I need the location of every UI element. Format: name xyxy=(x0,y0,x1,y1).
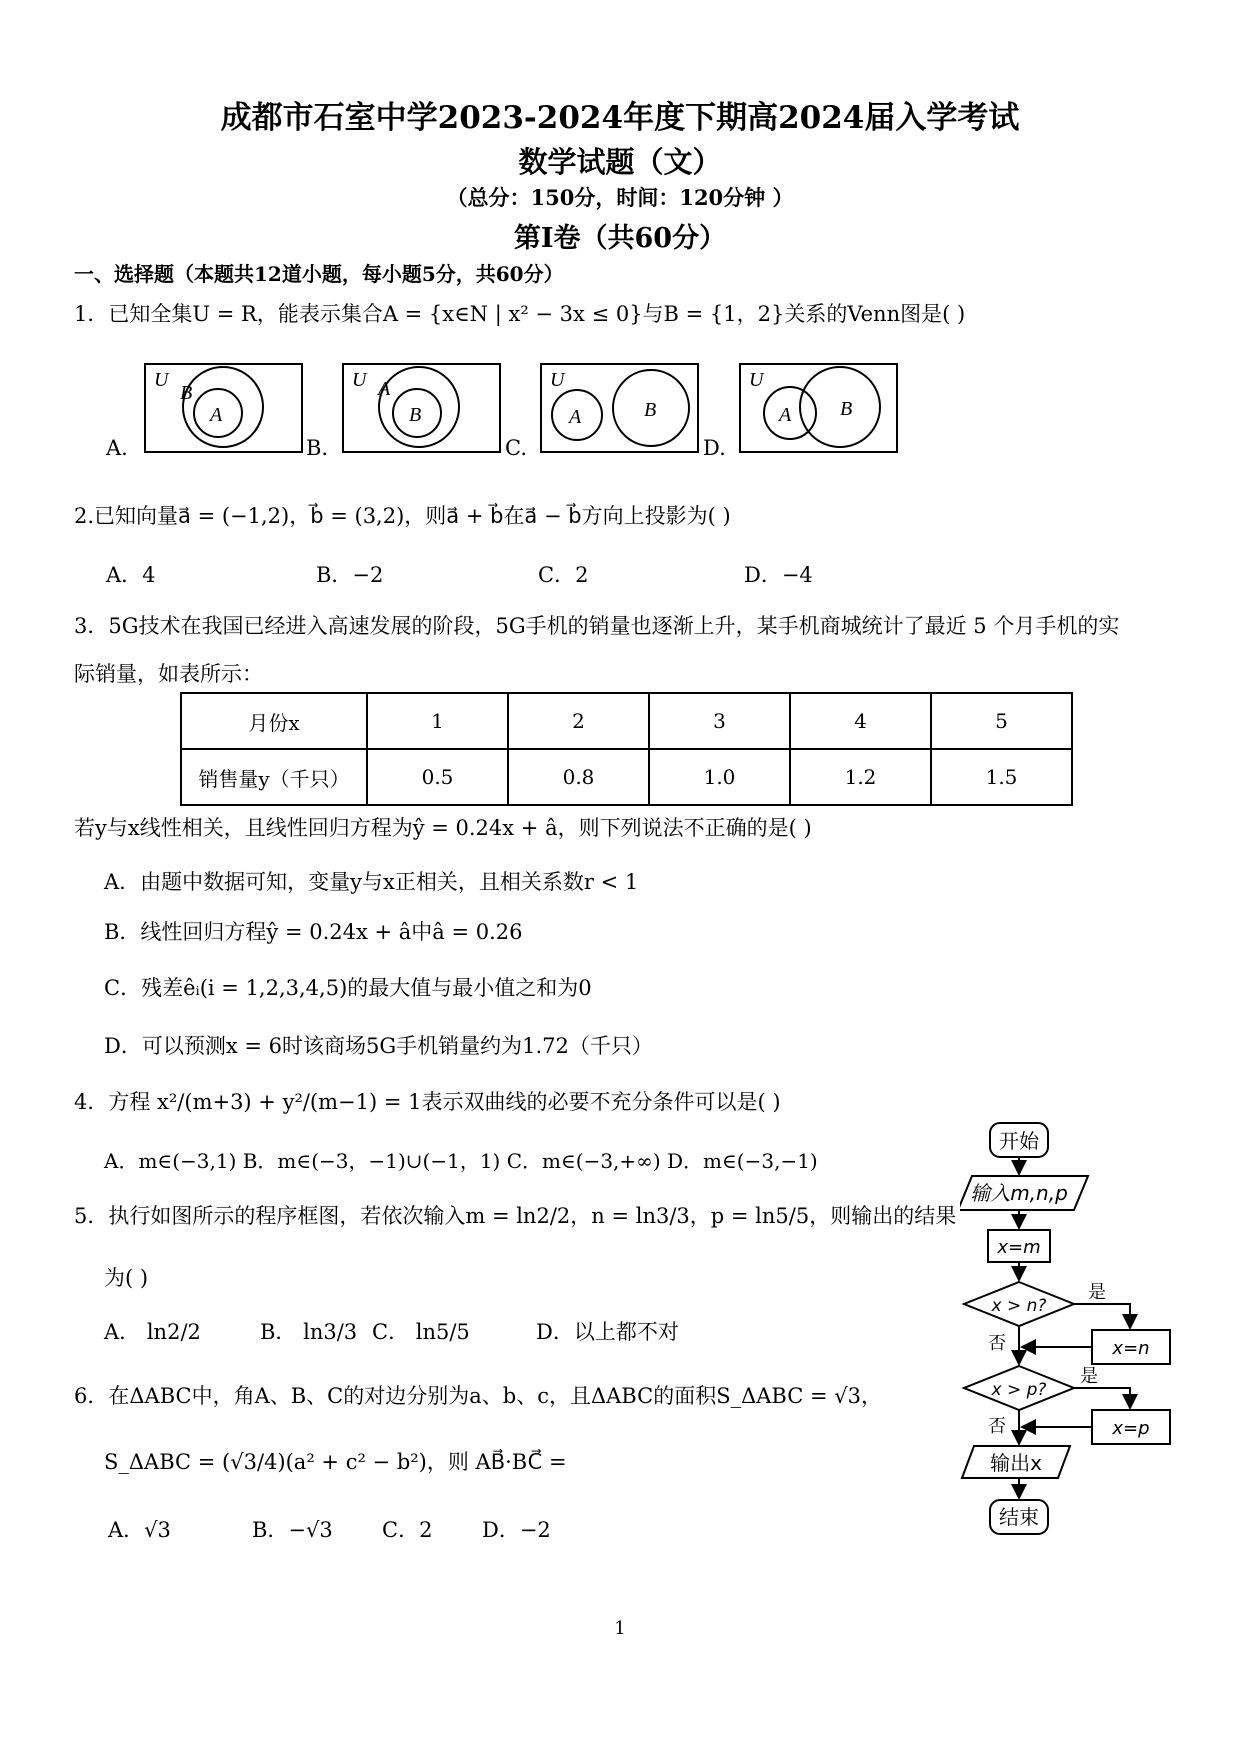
venn-label-u: U xyxy=(154,369,169,391)
q5-option-a: A． ln2/2 xyxy=(104,1320,201,1344)
q2-option-b: B．−2 xyxy=(316,563,384,587)
q1-stem: 1．已知全集U = R，能表示集合A = {x∈N | x² − 3x ≤ 0}与B = {1，2}关系的Venn图是( ) xyxy=(74,302,966,326)
svg-text:B: B xyxy=(644,399,657,421)
table-header-month: 月份x xyxy=(181,693,367,749)
q1-option-b: B. xyxy=(306,436,329,460)
q2-option-d: D．−4 xyxy=(744,563,813,587)
table-cell: 2 xyxy=(508,693,649,749)
flow-yes-label-2: 是 xyxy=(1080,1366,1098,1387)
page-number: 1 xyxy=(614,1618,626,1639)
exam-part: 第Ⅰ卷（共60分） xyxy=(513,223,727,254)
q6-option-d: D．−2 xyxy=(482,1518,551,1542)
flow-assign-n-label: x=n xyxy=(1112,1338,1150,1359)
q1-option-d: D. xyxy=(703,436,726,460)
table-cell: 5 xyxy=(931,693,1072,749)
flow-assign-p-label: x=p xyxy=(1112,1418,1150,1439)
table-row xyxy=(181,749,1072,805)
table-cell: 1.2 xyxy=(790,749,931,805)
flow-assign-m-label: x=m xyxy=(997,1237,1041,1258)
q2-stem: 2.已知向量a⃗ = (−1,2)，b⃗ = (3,2)，则a⃗ + b⃗在a⃗ − b⃗方向上投影为( ) xyxy=(74,504,731,528)
flow-cond2-label: x > p? xyxy=(991,1380,1047,1400)
table-cell: 1.5 xyxy=(931,749,1072,805)
svg-text:B: B xyxy=(409,404,422,426)
q3-stem-line2: 际销量，如表所示： xyxy=(74,662,263,686)
q3-option-b: B．线性回归方程ŷ = 0.24x + â中â = 0.26 xyxy=(104,920,523,944)
flow-output-label: 输出x xyxy=(990,1451,1042,1475)
q6-stem-2: S_ΔABC = (√3/4)(a² + c² − b²)，则 AB⃗·BC⃗ = xyxy=(104,1450,567,1474)
q2-option-c: C．2 xyxy=(538,563,589,587)
q1-option-c: C. xyxy=(505,436,527,460)
table-cell: 1.0 xyxy=(649,749,790,805)
exam-subject: 数学试题（文） xyxy=(518,145,722,179)
q5-option-b: B． ln3/3 xyxy=(260,1320,358,1344)
q4-options: A．m∈(−3,1) B．m∈(−3，−1)∪(−1，1) C．m∈(−3,+∞) D．m∈(−3,−1) xyxy=(104,1149,818,1173)
table-cell: 0.8 xyxy=(508,749,649,805)
venn-diagram-d xyxy=(739,363,899,455)
svg-text:A: A xyxy=(210,404,223,426)
q6-option-b: B．−√3 xyxy=(252,1518,333,1542)
q6-option-a: A．√3 xyxy=(108,1518,171,1542)
section-heading: 一、选择题（本题共12道小题，每小题5分，共60分） xyxy=(74,262,564,286)
q3-stem-line1: 3．5G技术在我国已经进入高速发展的阶段，5G手机的销量也逐渐上升，某手机商城统计了最近 5 个月手机的实 xyxy=(74,614,1120,638)
table-cell: 4 xyxy=(790,693,931,749)
table-cell: 0.5 xyxy=(367,749,508,805)
svg-text:A: A xyxy=(569,406,582,428)
q2-option-a: A．4 xyxy=(106,563,156,587)
flow-end-label: 结束 xyxy=(999,1505,1039,1529)
q5-stem: 5．执行如图所示的程序框图，若依次输入m = ln2/2，n = ln3/3，p = ln5/5，则输出的结果 xyxy=(74,1204,957,1228)
svg-text:U: U xyxy=(749,369,764,391)
svg-text:A: A xyxy=(378,378,391,400)
q5-option-c: C． ln5/5 xyxy=(372,1320,470,1344)
q1-option-a: A. xyxy=(106,436,128,460)
flow-input-label: 输入m,n,p xyxy=(970,1181,1068,1205)
flow-start-label: 开始 xyxy=(999,1129,1039,1153)
table-cell: 3 xyxy=(649,693,790,749)
q6-option-c: C．2 xyxy=(382,1518,433,1542)
svg-text:U: U xyxy=(352,369,367,391)
q3-option-d: D．可以预测x = 6时该商场5G手机销量约为1.72（千只） xyxy=(104,1034,653,1058)
program-flowchart xyxy=(960,1118,1180,1558)
q5-option-d: D．以上都不对 xyxy=(536,1320,679,1344)
table-header-sales: 销售量y（千只） xyxy=(181,749,367,805)
table-row xyxy=(181,693,1072,749)
flow-cond1-label: x > n? xyxy=(991,1296,1047,1316)
q3-option-c: C．残差êᵢ(i = 1,2,3,4,5)的最大值与最小值之和为0 xyxy=(104,976,592,1000)
q5-stem-2: 为( ) xyxy=(104,1266,149,1290)
venn-diagram-a xyxy=(144,363,304,455)
q3-condition: 若y与x线性相关，且线性回归方程为ŷ = 0.24x + â，则下列说法不正确的是( ) xyxy=(74,816,812,840)
table-cell: 1 xyxy=(367,693,508,749)
flow-no-label-1: 否 xyxy=(988,1333,1006,1354)
exam-info: （总分：150分，时间：120分钟 ） xyxy=(446,185,794,210)
flow-no-label-2: 否 xyxy=(988,1416,1006,1437)
q6-stem: 6．在ΔABC中，角A、B、C的对边分别为a、b、c，且ΔABC的面积S_ΔABC = √3， xyxy=(74,1384,882,1408)
sales-table xyxy=(180,692,1073,806)
venn-diagram-b xyxy=(342,363,502,455)
svg-text:A: A xyxy=(779,404,792,426)
svg-text:U: U xyxy=(550,369,565,391)
svg-text:B: B xyxy=(840,398,853,420)
svg-text:B: B xyxy=(180,382,193,404)
q3-option-a: A．由题中数据可知，变量y与x正相关，且相关系数r < 1 xyxy=(104,870,639,894)
venn-diagram-c xyxy=(540,363,700,455)
exam-title: 成都市石室中学2023-2024年度下期高2024届入学考试 xyxy=(220,100,1020,136)
flow-yes-label-1: 是 xyxy=(1088,1282,1106,1303)
q4-stem: 4．方程 x²/(m+3) + y²/(m−1) = 1表示双曲线的必要不充分条件可以是( ) xyxy=(74,1090,781,1114)
